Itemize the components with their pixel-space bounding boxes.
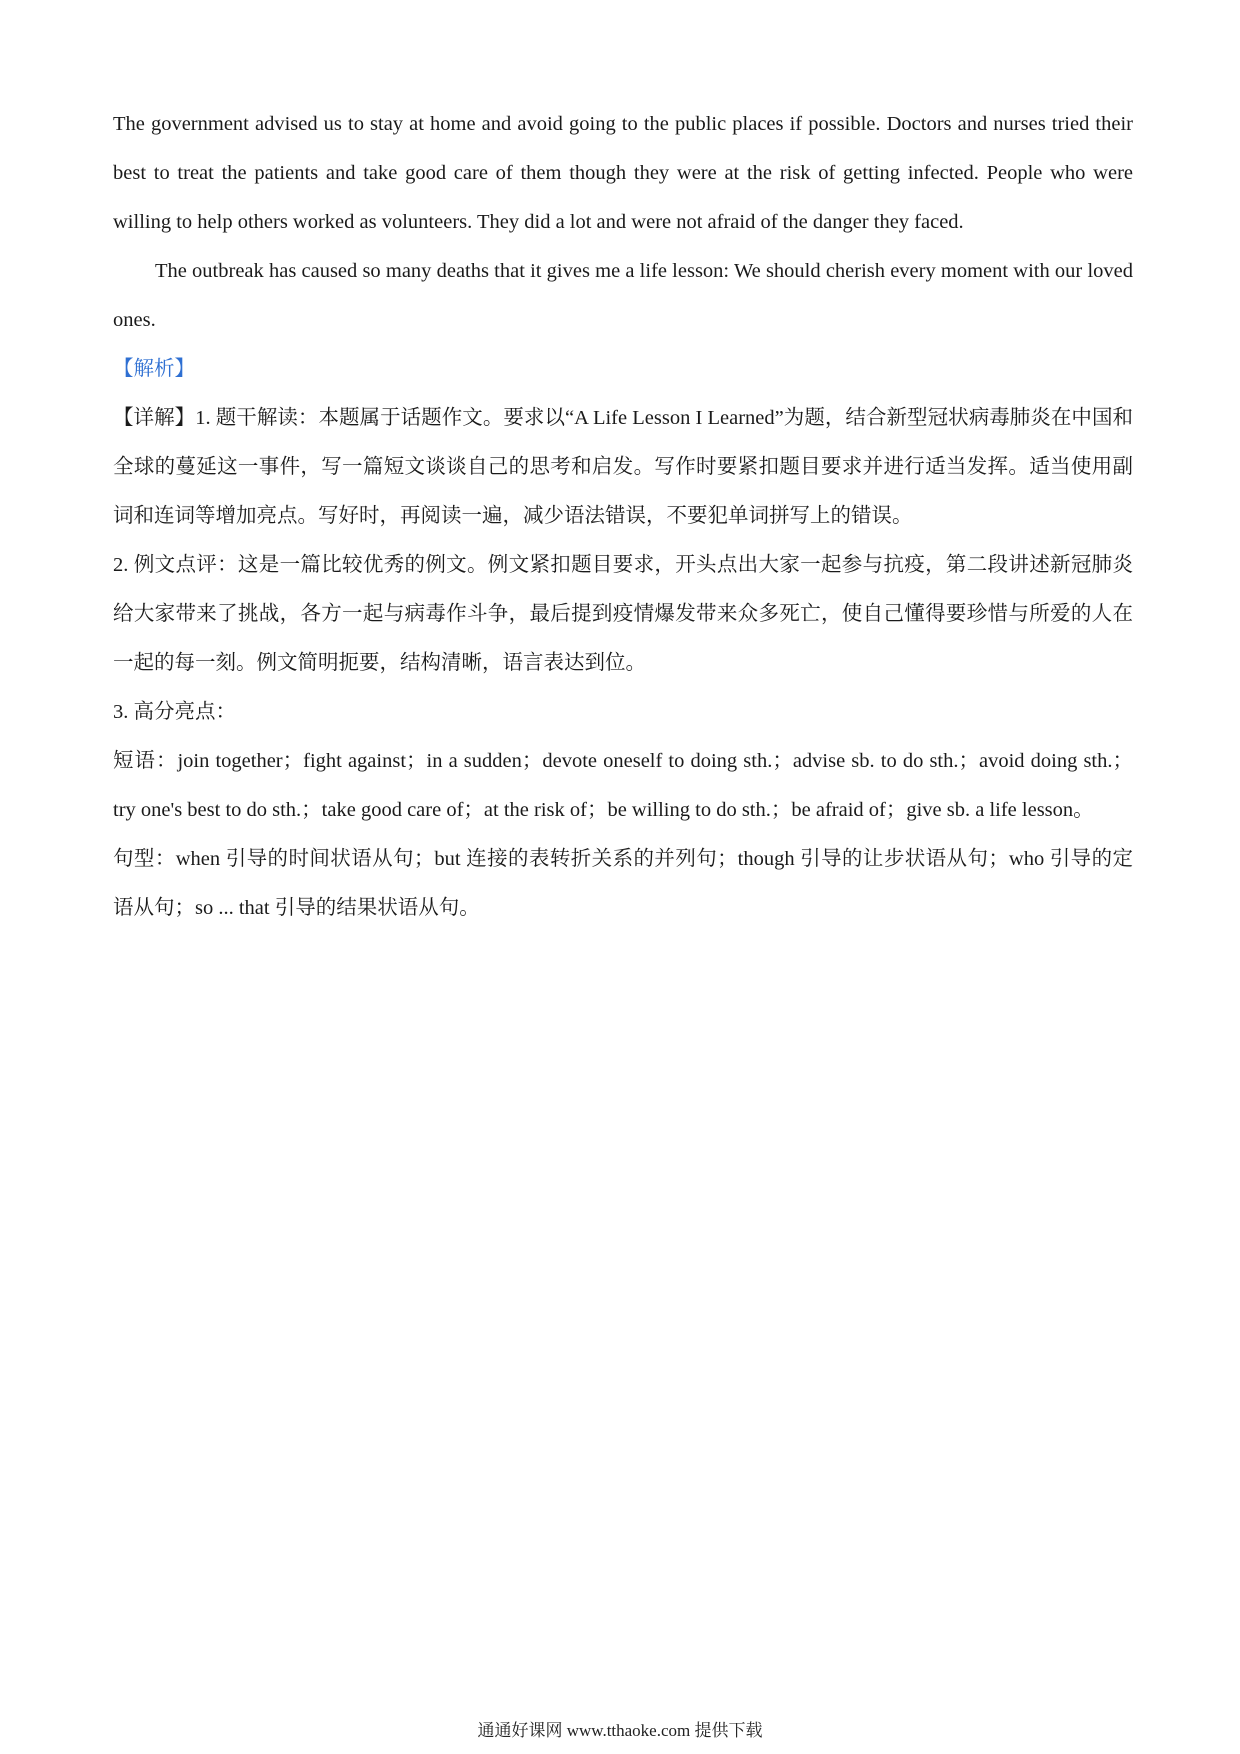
analysis-point-3-title: 3. 高分亮点： xyxy=(113,701,236,723)
document-body xyxy=(113,100,1133,933)
point-1-text: 1. 题干解读：本题属于话题作文。要求以“A Life Lesson I Learned”为题，结合新型冠状病毒肺炎在中国和全球的蔓延这一事件，写一篇短文谈谈自己的思考和启发。写作时要紧扣题目要求并进行适当发挥。适当使用副词和连词等增加亮点。写好时，再阅读一遍，减少语法错误，不要犯单词拼写上的错误。 xyxy=(113,407,1134,527)
essay-conclusion-paragraph: The outbreak has caused so many deaths that it gives me a life lesson: We should cherish every moment with our loved ones. xyxy=(113,260,1133,331)
essay-paragraph: The government advised us to stay at home and avoid going to the public places if possible. Doctors and nurses tried their best to treat the patients and take good care of them though they were at the risk of getting infected. People who were willing to help others worked as volunteers. They did a lot and were not afraid of the danger they faced. xyxy=(113,113,1133,233)
highlight-sentences: 句型：when 引导的时间状语从句；but 连接的表转折关系的并列句；though 引导的让步状语从句；who 引导的定语从句；so ... that 引导的结果状语从句。 xyxy=(113,848,1133,919)
analysis-point-2: 2. 例文点评：这是一篇比较优秀的例文。例文紧扣题目要求，开头点出大家一起参与抗疫，第二段讲述新冠肺炎给大家带来了挑战，各方一起与病毒作斗争，最后提到疫情爆发带来众多死亡，使自己懂得要珍惜与所爱的人在一起的每一刻。例文简明扼要，结构清晰，语言表达到位。 xyxy=(113,554,1133,674)
analysis-point-1 xyxy=(113,394,1133,541)
analysis-heading: 【解析】 xyxy=(113,358,195,380)
highlight-phrases: 短语：join together；fight against；in a sudden；devote oneself to doing sth.；advise sb. to do sth.；avoid doing sth.；try one's best to do sth.；take good care of；at the risk of；be willing to do sth.；be afraid of；give sb. a life lesson。 xyxy=(113,750,1133,821)
page-footer: 通通好课网 www.tthaoke.com 提供下载 xyxy=(477,1721,763,1740)
detail-label: 【详解】 xyxy=(113,407,196,429)
